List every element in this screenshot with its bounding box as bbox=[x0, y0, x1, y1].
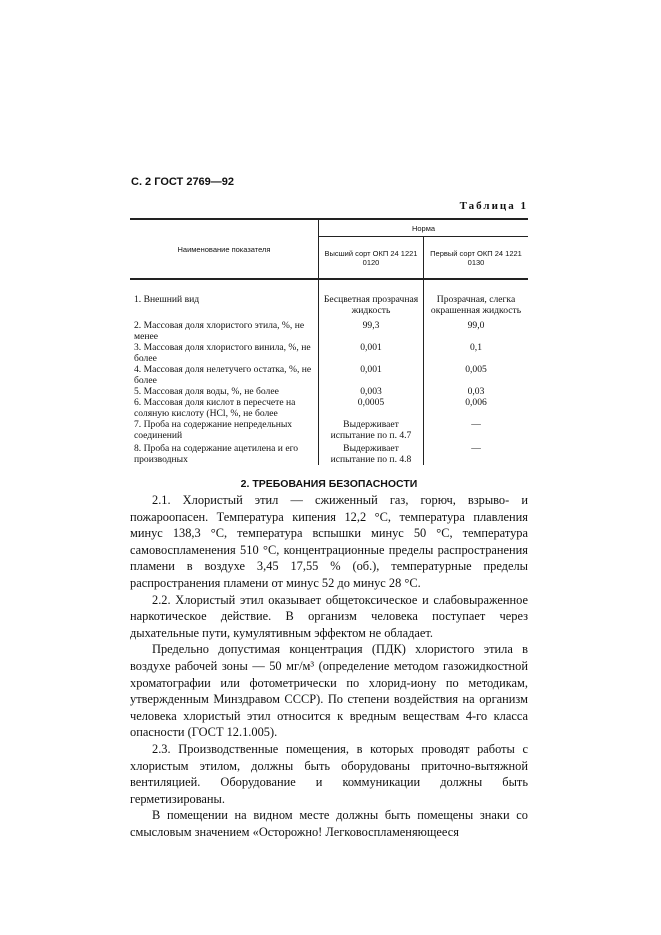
table-row bbox=[130, 419, 528, 441]
cell-first: 0,006 bbox=[424, 397, 529, 419]
paragraph: 2.2. Хлористый этил оказывает общетоксическое и слабовыраженное наркотическое действие. В организм человека поступает через дыхательные пути, кумулятивным эффектом не обладает. bbox=[130, 592, 528, 640]
section-title: 2. ТРЕБОВАНИЯ БЕЗОПАСНОСТИ bbox=[240, 478, 418, 490]
cell-first: 0,1 bbox=[424, 342, 529, 364]
table-caption: Таблица 1 bbox=[459, 200, 528, 212]
table-row bbox=[130, 397, 528, 419]
table-row bbox=[130, 441, 528, 465]
cell-name: 2. Массовая доля хлористого этила, %, не менее bbox=[134, 320, 305, 342]
col-first-header: Первый сорт ОКП 24 1221 0130 bbox=[424, 237, 529, 280]
table-row bbox=[130, 316, 528, 342]
table-row bbox=[130, 386, 528, 397]
cell-high: 99,3 bbox=[319, 316, 424, 342]
col-high-header: Высший сорт ОКП 24 1221 0120 bbox=[319, 237, 424, 280]
cell-first: 0,005 bbox=[424, 364, 529, 386]
spec-table bbox=[130, 218, 528, 465]
paragraph: 2.3. Производственные помещения, в которых проводят работы с хлористым этилом, должны быть оборудованы приточно-вытяжной вентиляцией. Оборудование и коммуникации должны быть герметизированы. bbox=[130, 741, 528, 806]
cell-name: 1. Внешний вид bbox=[134, 294, 200, 305]
cell-name: 5. Массовая доля воды, %, не более bbox=[134, 386, 279, 397]
paragraph: В помещении на видном месте должны быть помещены знаки со смысловым значением «Осторожно! Легковоспламеняющееся bbox=[130, 808, 528, 839]
cell-high: 0,003 bbox=[319, 386, 424, 397]
page-header: С. 2 ГОСТ 2769—92 bbox=[131, 176, 235, 188]
cell-high: Бесцветная прозрачная жидкость bbox=[319, 279, 424, 316]
cell-name: 6. Массовая доля кислот в пересчете на соляную кислоту (HCl, %, не более bbox=[134, 397, 296, 419]
cell-name: 8. Проба на содержание ацетилена и его производных bbox=[134, 443, 299, 465]
cell-high: 0,001 bbox=[319, 364, 424, 386]
cell-first: — bbox=[424, 419, 529, 441]
col-norm-header: Норма bbox=[319, 219, 529, 237]
table-row bbox=[130, 342, 528, 364]
table-row bbox=[130, 279, 528, 316]
paragraph: 2.1. Хлористый этил — сжиженный газ, горюч, взрыво- и пожароопасен. Температура кипения 12,2 °С, температура плавления минус 138,3 °С, температура вспышки минус 50 °С, температура самовоспламенения 510 °С, концентрационные пределы распространения пламени в воздухе 3,45 17,55 % (об.), температурные пределы распространения пламени от минус 52 до минус 28 °С. bbox=[130, 493, 528, 590]
body-text bbox=[130, 492, 528, 840]
cell-first: 0,03 bbox=[424, 386, 529, 397]
cell-first: — bbox=[424, 441, 529, 465]
cell-first: Прозрачная, слегка окрашенная жидкость bbox=[424, 279, 529, 316]
table-row bbox=[130, 364, 528, 386]
cell-high: 0,0005 bbox=[319, 397, 424, 419]
col-name-header: Наименование показателя bbox=[177, 244, 271, 254]
cell-high: Выдерживает испытание по п. 4.7 bbox=[319, 419, 424, 441]
cell-first: 99,0 bbox=[424, 316, 529, 342]
paragraph: Предельно допустимая концентрация (ПДК) хлористого этила в воздухе рабочей зоны — 50 мг/м³ (определение методом газожидкостной хроматографии или фотометрически по хлорид-иону по методикам, утвержденным Минздравом СССР). По степени воздействия на организм человека хлористый этил относится к вредным веществам 4-го класса опасности (ГОСТ 12.1.005). bbox=[130, 642, 528, 740]
cell-high: Выдерживает испытание по п. 4.8 bbox=[319, 441, 424, 465]
cell-high: 0,001 bbox=[319, 342, 424, 364]
cell-name: 7. Проба на содержание непредельных соединений bbox=[134, 419, 293, 441]
cell-name: 4. Массовая доля нелетучего остатка, %, не более bbox=[134, 364, 312, 386]
cell-name: 3. Массовая доля хлористого винила, %, не более bbox=[134, 342, 311, 364]
